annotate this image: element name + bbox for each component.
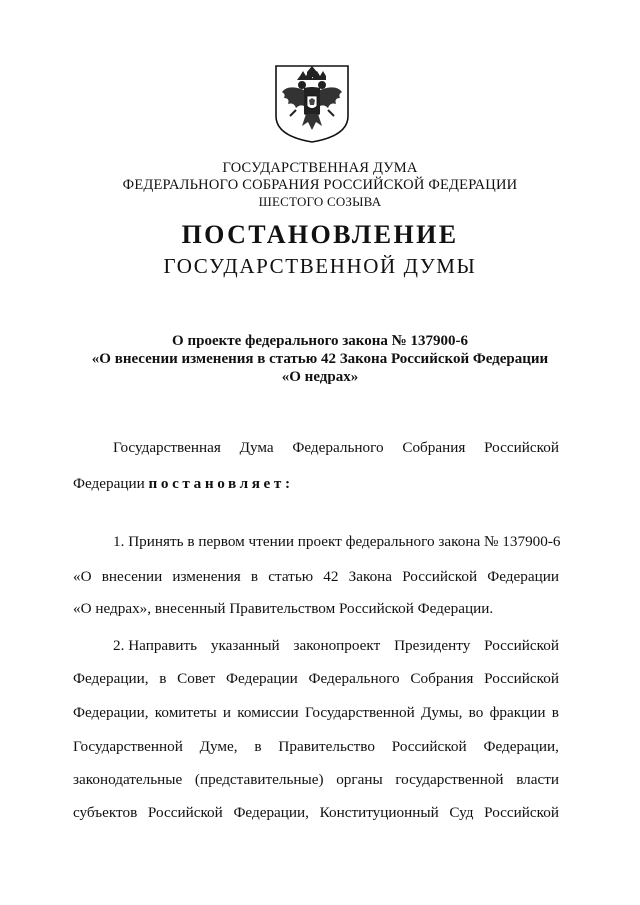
word: Федерации, bbox=[73, 704, 149, 721]
word: Российской bbox=[484, 670, 559, 687]
item1-line-1: 1. Принять в первом чтении проект федерального закона № 137900-6 bbox=[113, 533, 561, 550]
word: фракции bbox=[489, 704, 546, 721]
word: комиссии bbox=[237, 704, 299, 721]
state-emblem-icon bbox=[274, 64, 350, 144]
word: Федерации bbox=[487, 568, 559, 585]
word: и bbox=[222, 704, 232, 721]
item2-line-1 bbox=[113, 636, 559, 656]
item2-line-6 bbox=[73, 803, 559, 823]
double-headed-eagle-icon bbox=[274, 64, 350, 144]
header-line-2: ФЕДЕРАЛЬНОГО СОБРАНИЯ РОССИЙСКОЙ ФЕДЕРАЦИИ bbox=[122, 177, 518, 193]
document-subtitle: ГОСУДАРСТВЕННОЙ ДУМЫ bbox=[163, 254, 477, 278]
header-line-1: ГОСУДАРСТВЕННАЯ ДУМА bbox=[222, 160, 418, 176]
word: в bbox=[551, 704, 559, 721]
bill-title-line-2: «О внесении изменения в статью 42 Закона Российской Федерации bbox=[91, 351, 549, 367]
word: Российской bbox=[391, 738, 467, 755]
word: Дума bbox=[239, 439, 274, 456]
word: Российской bbox=[484, 637, 559, 654]
bill-title-line-1: О проекте федерального закона № 137900-6 bbox=[172, 333, 468, 349]
item2-line-2 bbox=[73, 669, 559, 689]
word: (представительные) bbox=[194, 771, 324, 788]
word: во bbox=[468, 704, 484, 721]
word: Собрания bbox=[410, 670, 474, 687]
preamble-line-1 bbox=[113, 438, 559, 458]
item1-line-2 bbox=[73, 567, 559, 587]
word: государственной bbox=[395, 771, 504, 788]
word: Федерации, bbox=[483, 738, 559, 755]
document-title: ПОСТАНОВЛЕНИЕ bbox=[181, 220, 459, 249]
word: власти bbox=[516, 771, 559, 788]
word: законопроект bbox=[293, 637, 381, 654]
word: Думы, bbox=[421, 704, 463, 721]
item1-line-3: «О недрах», внесенный Правительством Российской Федерации. bbox=[73, 600, 494, 617]
word: указанный bbox=[210, 637, 280, 654]
bill-title-line-3: «О недрах» bbox=[281, 369, 359, 385]
word: Федерального bbox=[292, 439, 384, 456]
word: Думе, bbox=[199, 738, 238, 755]
word: комитеты bbox=[154, 704, 217, 721]
word: Закона bbox=[348, 568, 393, 585]
word: Федерального bbox=[308, 670, 400, 687]
word: Собрания bbox=[402, 439, 466, 456]
word: в bbox=[159, 670, 167, 687]
decree-verb: постановляет: bbox=[148, 475, 294, 492]
word: изменения bbox=[172, 568, 241, 585]
word: Федерации, bbox=[73, 670, 149, 687]
preamble-line-2 bbox=[73, 474, 559, 494]
word: внесении bbox=[101, 568, 163, 585]
word: 42 bbox=[323, 568, 339, 585]
word: Совет bbox=[177, 670, 216, 687]
word: Государственной bbox=[304, 704, 415, 721]
word: 2. Направить bbox=[113, 637, 198, 654]
word: органы bbox=[336, 771, 383, 788]
word: Конституционный bbox=[319, 804, 439, 821]
word: Государственной bbox=[73, 738, 183, 755]
word: Государственная bbox=[113, 439, 221, 456]
word: в bbox=[254, 738, 262, 755]
word: в bbox=[250, 568, 259, 585]
word: субъектов bbox=[73, 804, 138, 821]
header-line-3: ШЕСТОГО СОЗЫВА bbox=[258, 194, 382, 209]
word: Российской bbox=[484, 804, 559, 821]
word: Российской bbox=[147, 804, 223, 821]
word: законодательные bbox=[73, 771, 183, 788]
word: статью bbox=[268, 568, 314, 585]
word: Президенту bbox=[394, 637, 471, 654]
word: Российской bbox=[484, 439, 559, 456]
preamble-subject: Федерации bbox=[73, 475, 145, 492]
word: «О bbox=[73, 568, 92, 585]
word: Правительство bbox=[278, 738, 375, 755]
item2-line-5 bbox=[73, 770, 559, 790]
word: Федерации bbox=[226, 670, 298, 687]
word: Суд bbox=[449, 804, 474, 821]
item2-line-4 bbox=[73, 737, 559, 757]
word: Российской bbox=[402, 568, 478, 585]
item2-line-3 bbox=[73, 703, 559, 723]
word: Федерации, bbox=[233, 804, 309, 821]
